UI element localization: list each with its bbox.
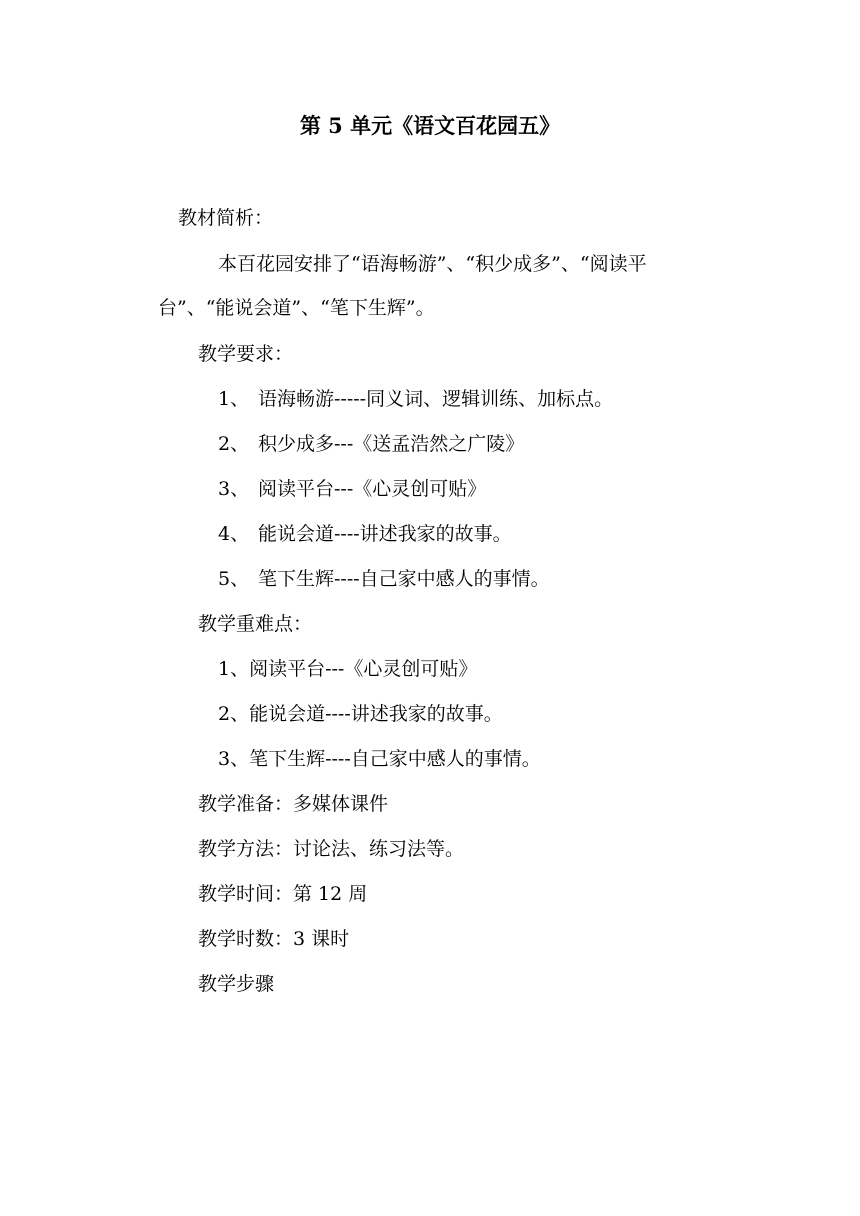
section-heading-requirements: 教学要求：	[198, 343, 294, 365]
teaching-hours: 教学时数：3 课时	[198, 928, 350, 950]
requirement-number: 5、	[218, 568, 250, 590]
section-heading-analysis: 教材简析：	[178, 207, 274, 229]
section-heading-keypoints: 教学重难点：	[198, 613, 313, 635]
requirement-number: 4、	[218, 523, 250, 545]
teaching-preparation: 教学准备：多媒体课件	[198, 793, 389, 815]
teaching-time: 教学时间：第 12 周	[198, 883, 368, 905]
requirement-number: 2、	[218, 433, 250, 455]
requirement-text: 笔下生辉----自己家中感人的事情。	[258, 568, 550, 590]
requirement-number: 1、	[218, 388, 250, 410]
page-title: 第 5 单元《语文百花园五》	[299, 113, 561, 138]
teaching-steps-heading: 教学步骤	[198, 973, 275, 995]
requirement-text: 能说会道----讲述我家的故事。	[258, 523, 512, 545]
requirement-item	[218, 477, 486, 501]
intro-paragraph-line-2: 台”、“能说会道”、“笔下生辉”。	[158, 297, 435, 319]
keypoint-item: 1、阅读平台---《心灵创可贴》	[218, 658, 478, 680]
teaching-method: 教学方法：讨论法、练习法等。	[198, 838, 465, 860]
keypoint-item: 3、笔下生辉----自己家中感人的事情。	[218, 748, 541, 770]
keypoint-item: 2、能说会道----讲述我家的故事。	[218, 703, 503, 725]
requirement-text: 阅读平台---《心灵创可贴》	[258, 478, 487, 500]
intro-paragraph-line-1: 本百花园安排了“语海畅游”、“积少成多”、“阅读平	[218, 253, 647, 275]
requirement-item	[218, 522, 512, 546]
requirement-text: 积少成多---《送孟浩然之广陵》	[258, 433, 525, 455]
requirement-number: 3、	[218, 478, 250, 500]
requirement-item	[218, 387, 613, 411]
requirement-text: 语海畅游-----同义词、逻辑训练、加标点。	[258, 388, 614, 410]
requirement-item	[218, 432, 524, 456]
requirement-item	[218, 567, 550, 591]
